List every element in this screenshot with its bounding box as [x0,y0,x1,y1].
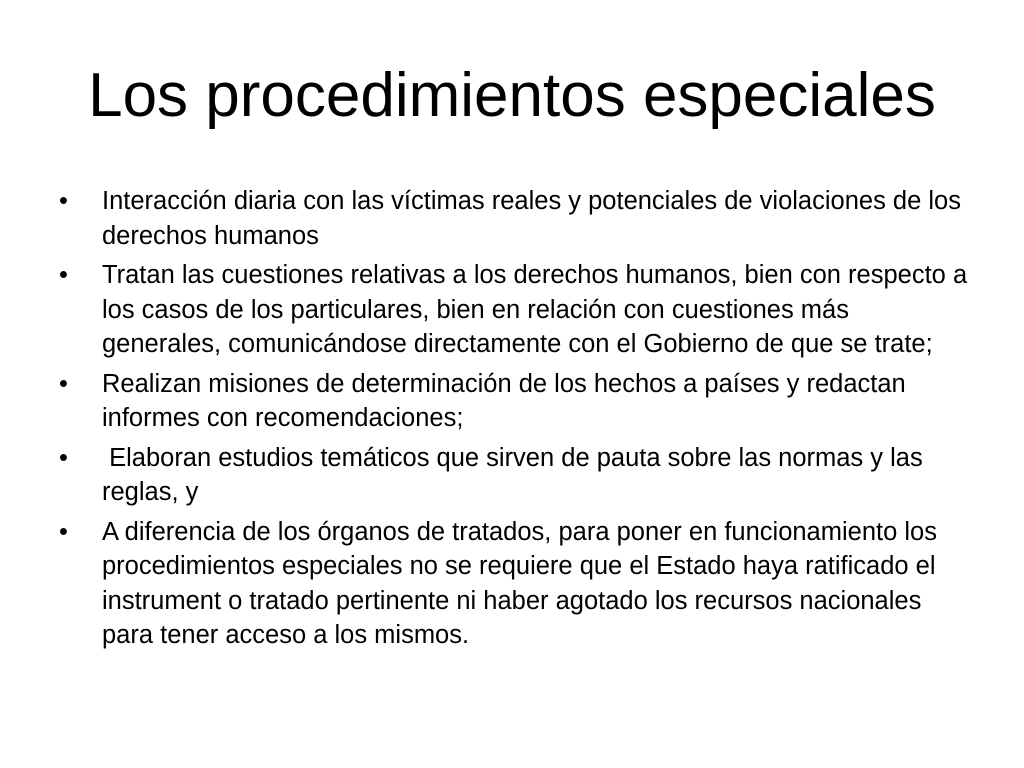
bullet-item [54,367,974,436]
bullet-text: A diferencia de los órganos de tratados, para poner en funcionamiento los procedimientos especiales no se requiere que el Estado haya ratificado el instrument o tratado pertinente ni haber agotado los recursos nacionales para tener acceso a los mismos. [102,517,945,649]
bullet-text: Elaboran estudios temáticos que sirven de pauta sobre las normas y las reglas, y [102,443,930,506]
bullet-text: Realizan misiones de determinación de los hechos a países y redactan informes con recomendaciones; [102,369,913,432]
bullet-item [54,258,974,362]
bullet-icon: • [59,443,68,472]
bullet-icon: • [59,369,68,398]
bullet-text: Tratan las cuestiones relativas a los derechos humanos, bien con respecto a los casos de los particulares, bien en relación con cuestiones más generales, comunicándose directamente con el Gobierno de que se trate; [102,261,975,358]
bullet-icon: • [59,187,68,215]
bullet-text: Interacción diaria con las víctimas reales y potenciales de violaciones de los derechos humanos [102,187,969,250]
bullet-item [54,184,974,253]
bullet-item [54,515,974,653]
bullet-item [54,441,974,510]
slide-title: Los procedimientos especiales [88,61,936,130]
bullet-icon: • [59,517,68,546]
bullet-icon: • [59,261,68,289]
bullet-list [54,184,974,658]
